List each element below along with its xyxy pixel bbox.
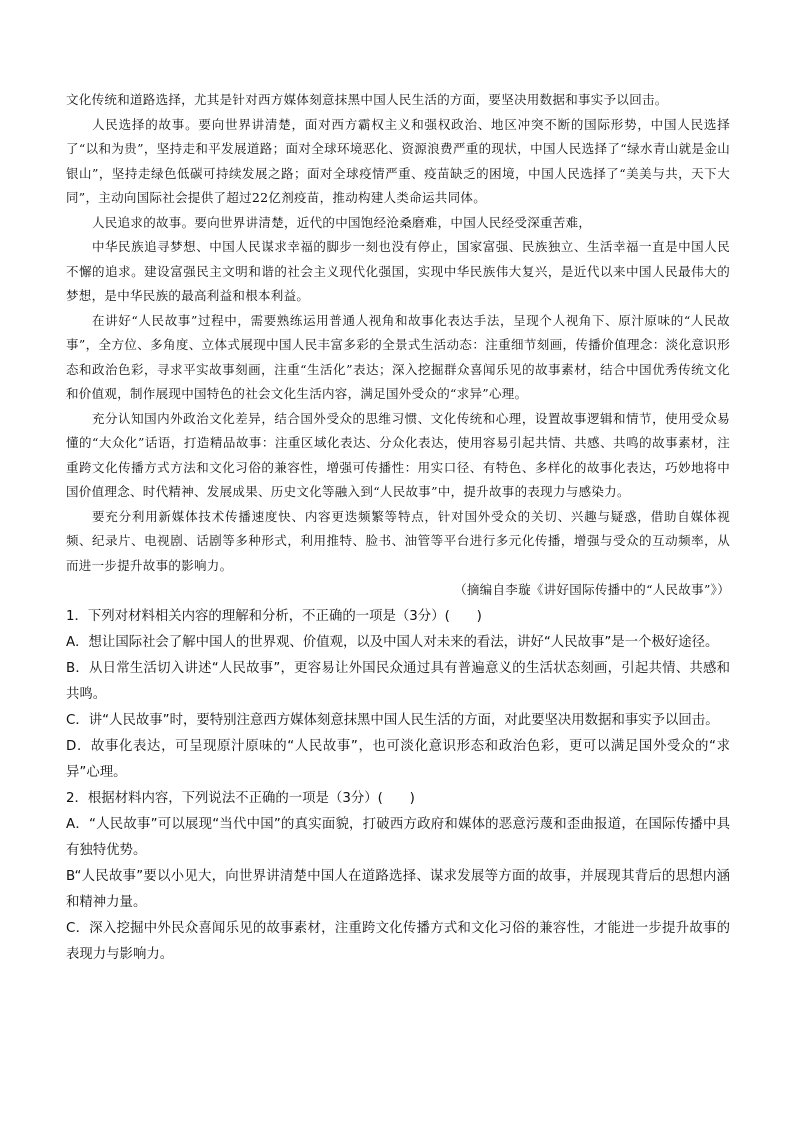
question-1-option-c: C．讲“人民故事”时，要特别注意西方媒体刻意抹黑中国人民生活的方面，对此要坚决用数据和事实予以回击。 [66,712,719,728]
question-2-option-a: A．“人民故事”可以展现“当代中国”的真实面貌，打破西方政府和媒体的恶意污蔑和歪曲报道，在国际传播中具有独特优势。 [66,816,730,858]
question-1-option-b: B．从日常生活切入讲述“人民故事”，更容易让外国民众通过具有普遍意义的生活状态刻画，引起共情、共感和共鸣。 [66,660,730,702]
passage-paragraph-6: 要充分利用新媒体技术传播速度快、内容更迭频繁等特点，针对国外受众的关切、兴趣与疑惑，借助自媒体视频、纪录片、电视剧、话剧等多种形式，利用推特、脸书、油管等平台进行多元化传播，增强与受众的互动频率，从而进一步提升故事的影响力。 [66,508,730,573]
question-1-stem: 1．下列对材料相关内容的理解和分析，不正确的一项是（3分）( ) [66,608,482,624]
question-2-stem: 2．根据材料内容，下列说法不正确的一项是（3分）( ) [66,790,415,806]
document-page [66,88,730,968]
question-2-option-b: B“人民故事”要以小见大，向世界讲清楚中国人在道路选择、谋求发展等方面的故事，并展现其背后的思想内涵和精神力量。 [66,868,730,910]
question-1-option-d: D．故事化表达，可呈现原汁原味的“人民故事”，也可淡化意识形态和政治色彩，更可以满足国外受众的“求异”心理。 [66,738,730,780]
passage-paragraph-2: 人民追求的故事。要向世界讲清楚，近代的中国饱经沧桑磨难，中国人民经受深重苦难， [92,214,592,230]
passage-paragraph-1: 人民选择的故事。要向世界讲清楚，面对西方霸权主义和强权政治、地区冲突不断的国际形势，中国人民选择了“以和为贵”，坚持走和平发展道路；面对全球环境恶化、资源浪费严重的现状，中国人民选择了“绿水青山就是金山银山”，坚持走绿色低碳可持续发展之路；面对全球疫情严重、疫苗缺乏的困境，中国人民选择了“美美与共，天下大同”，主动向国际社会提供了超过22亿剂疫苗，推动构建人类命运共同体。 [66,116,730,205]
passage-paragraph-3: 中华民族追寻梦想、中国人民谋求幸福的脚步一刻也没有停止，国家富强、民族独立、生活幸福一直是中国人民不懈的追求。建设富强民主文明和谐的社会主义现代化强国，实现中华民族伟大复兴，是近代以来中国人民最伟大的梦想，是中华民族的最高利益和根本利益。 [66,239,730,303]
passage-paragraph-0: 文化传统和道路选择，尤其是针对西方媒体刻意抹黑中国人民生活的方面，要坚决用数据和事实予以回击。 [66,92,668,107]
passage-paragraph-4: 在讲好“人民故事”过程中，需要熟练运用普通人视角和故事化表达手法，呈现个人视角下、原汁原味的“人民故事”，全方位、多角度、立体式展现中国人民丰富多彩的全景式生活动态：注重细节刻画，传播价值理念：淡化意识形态和政治色彩，寻求平实故事刻画，注重“生活化”表达；深入挖掘群众喜闻乐见的故事素材，结合中国优秀传统文化和价值观，制作展现中国特色的社会文化生活内容，满足国外受众的“求异”心理。 [66,312,730,401]
passage-source: （摘编自李璇《讲好国际传播中的“人民故事”》） [454,582,730,597]
passage-paragraph-5: 充分认知国内外政治文化差异，结合国外受众的思维习惯、文化传统和心理，设置故事逻辑和情节，使用受众易懂的“大众化”话语，打造精品故事：注重区域化表达、分众化表达，使用容易引起共情、共感、共鸣的故事素材，注重跨文化传播方式方法和文化习俗的兼容性，增强可传播性：用实口径、有特色、多样化的故事化表达，巧妙地将中国价值理念、时代精神、发展成果、历史文化等融入到“人民故事”中，提升故事的表现力与感染力。 [66,410,730,499]
question-1-option-a: A．想让国际社会了解中国人的世界观、价值观，以及中国人对未来的看法，讲好“人民故事”是一个极好途径。 [66,634,719,650]
question-2-option-c: C．深入挖掘中外民众喜闻乐见的故事素材，注重跨文化传播方式和文化习俗的兼容性，才能进一步提升故事的表现力与影响力。 [66,920,730,962]
